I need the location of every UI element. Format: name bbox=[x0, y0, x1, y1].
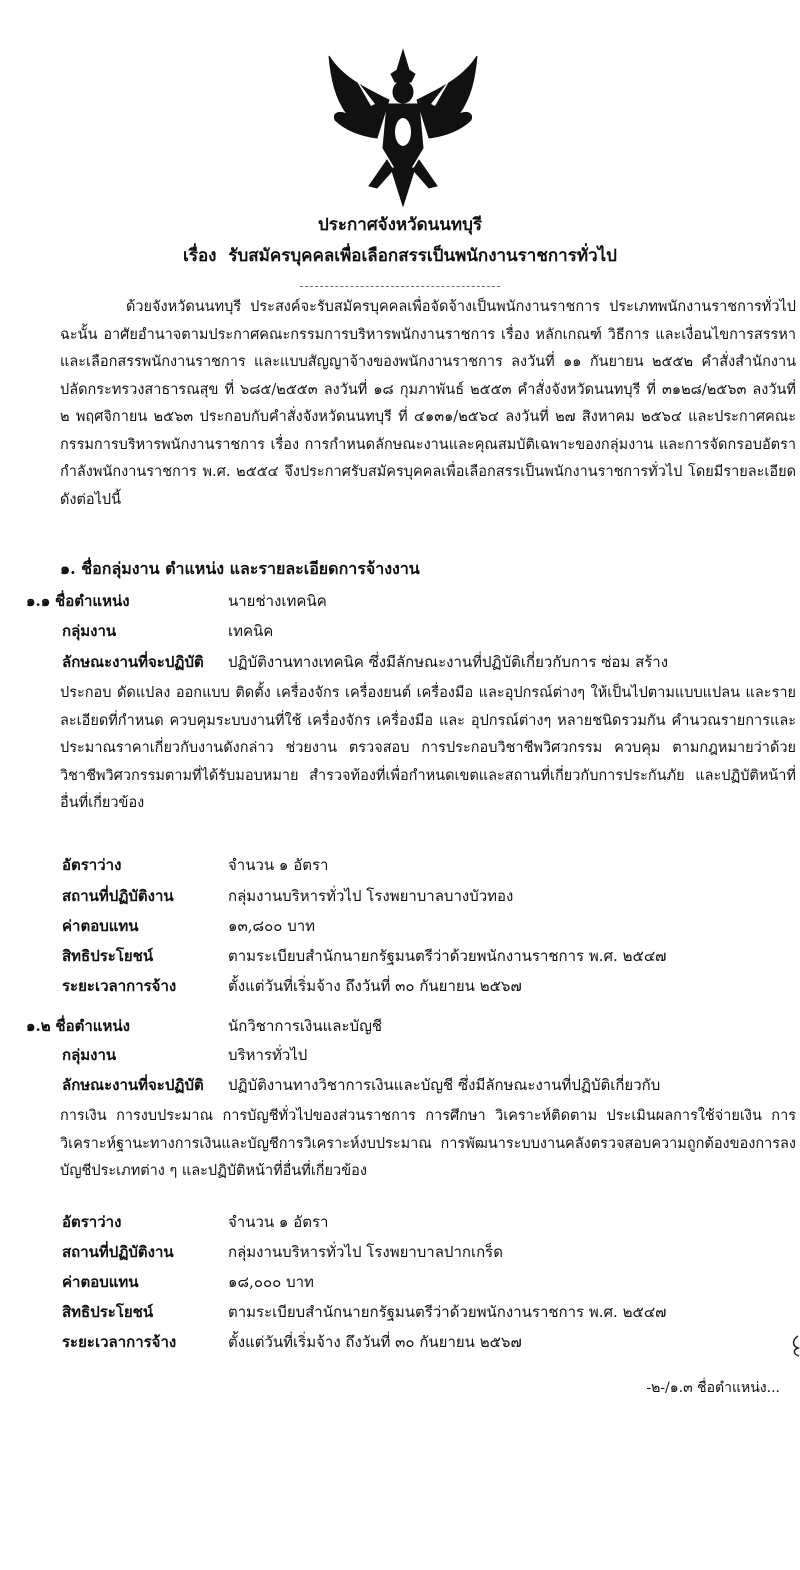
position-1-header bbox=[26, 589, 130, 613]
intro-paragraph: ด้วยจังหวัดนนทบุรี ประสงค์จะรับสมัครบุคคลเพื่อจัดจ้างเป็นพนักงานราชการ ประเภทพนักงานราชการทั่วไป ฉะนั้น อาศัยอำนาจตามประกาศคณะกรรมการบริหารพนักงานราชการ เรื่อง หลักเกณฑ์ วิธีการ และเงื่อนไขการสรรหาและเลือกสรรพนักงานราชการ และแบบสัญญาจ้างของพนักงานราชการ ลงวันที่ ๑๑ กันยายน ๒๕๕๒ คำสั่งสำนักงานปลัดกระทรวงสาธารณสุข ที่ ๖๘๕/๒๕๕๓ ลงวันที่ ๑๘ กุมภาพันธ์ ๒๕๕๓ คำสั่งจังหวัดนนทบุรี ที่ ๓๑๒๘/๒๕๖๓ ลงวันที่ ๒ พฤศจิกายน ๒๕๖๓ ประกอบกับคำสั่งจังหวัดนนทบุรี ที่ ๔๑๓๑/๒๕๖๔ ลงวันที่ ๒๗ สิงหาคม ๒๕๖๔ และประกาศคณะกรรมการบริหารพนักงานราชการ เรื่อง การกำหนดลักษณะงานและคุณสมบัติเฉพาะของกลุ่มงาน และการจัดกรอบอัตรากำลังพนักงานราชการ พ.ศ. ๒๕๕๔ จึงประกาศรับสมัครบุคคลเพื่อเลือกสรรเป็นพนักงานราชการทั่วไป โดยมีรายละเอียดดังต่อไปนี้ bbox=[60, 299, 796, 508]
position-2-period: ตั้งแต่วันที่เริ่มจ้าง ถึงวันที่ ๓๐ กันยายน ๒๕๖๗ bbox=[228, 1333, 522, 1351]
duties-label: ลักษณะงานที่จะปฏิบัติ bbox=[62, 1076, 204, 1094]
garuda-emblem-icon bbox=[325, 48, 481, 208]
issuer-title: ประกาศจังหวัดนนทบุรี bbox=[317, 215, 483, 235]
position-2-title: นักวิชาการเงินและบัญชี bbox=[228, 1017, 383, 1035]
vacancies-label: อัตราว่าง bbox=[62, 856, 122, 874]
benefits-label: สิทธิประโยชน์ bbox=[62, 947, 154, 965]
position-1-period: ตั้งแต่วันที่เริ่มจ้าง ถึงวันที่ ๓๐ กันยายน ๒๕๖๗ bbox=[228, 977, 522, 995]
position-1-title: นายช่างเทคนิค bbox=[228, 592, 327, 610]
position-1-vacancies: จำนวน ๑ อัตรา bbox=[228, 856, 329, 874]
subject-label: เรื่อง bbox=[183, 246, 217, 266]
workplace-label: สถานที่ปฏิบัติงาน bbox=[62, 887, 174, 905]
signature-mark-icon bbox=[790, 1334, 800, 1358]
position-1-benefits: ตามระเบียบสำนักนายกรัฐมนตรีว่าด้วยพนักงานราชการ พ.ศ. ๒๕๔๗ bbox=[228, 947, 667, 965]
benefits-label: สิทธิประโยชน์ bbox=[62, 1303, 154, 1321]
position-label: ชื่อตำแหน่ง bbox=[55, 1017, 130, 1035]
position-1-duties-rest: ประกอบ ดัดแปลง ออกแบบ ติดตั้ง เครื่องจักร เครื่องยนต์ เครื่องมือ และอุปกรณ์ต่างๆ ให้เป็นไปตามแบบแปลน และรายละเอียดที่กำหนด ควบคุมระบบงานที่ใช้ เครื่องจักร เครื่องมือ และ อุปกรณ์ต่างๆ หลายชนิดรวมกัน คำนวณรายการและประมาณราคาเกี่ยวกับงานดังกล่าว ช่วยงาน ตรวจสอบ การประกอบวิชาชีพวิศวกรรม ควบคุม ตามกฎหมายว่าด้วยวิชาชีพวิศวกรรมตามที่ได้รับมอบหมาย สำรวจท้องที่เพื่อกำหนดเขตและสถานที่เกี่ยวกับการประกันภัย และปฏิบัติหน้าที่อื่นที่เกี่ยวข้อง bbox=[60, 685, 796, 811]
position-2-duties-rest: การเงิน การงบประมาณ การบัญชีทั่วไปของส่วนราชการ การศึกษา วิเคราะห์ติดตาม ประเมินผลการใช้จ่ายเงิน การวิเคราะห์ฐานะทางการเงินและบัญชีการวิเคราะห์งบประมาณ การพัฒนาระบบงานคลังตรวจสอบความถูกต้องของการลงบัญชีประเภทต่าง ๆ และปฏิบัติหน้าที่อื่นที่เกี่ยวข้อง bbox=[60, 1108, 796, 1179]
subject-text: รับสมัครบุคคลเพื่อเลือกสรรเป็นพนักงานราชการทั่วไป bbox=[228, 246, 617, 266]
group-label: กลุ่มงาน bbox=[62, 1046, 117, 1064]
period-label: ระยะเวลาการจ้าง bbox=[62, 977, 177, 995]
position-2-duties-first: ปฏิบัติงานทางวิชาการเงินและบัญชี ซึ่งมีลักษณะงานที่ปฏิบัติเกี่ยวกับ bbox=[228, 1076, 661, 1094]
position-2-vacancies: จำนวน ๑ อัตรา bbox=[228, 1213, 329, 1231]
position-2-header bbox=[26, 1014, 130, 1038]
salary-label: ค่าตอบแทน bbox=[62, 1273, 139, 1291]
salary-label: ค่าตอบแทน bbox=[62, 917, 139, 935]
title-divider bbox=[300, 286, 500, 287]
position-number: ๑.๒ bbox=[26, 1017, 51, 1035]
position-label: ชื่อตำแหน่ง bbox=[55, 592, 130, 610]
vacancies-label: อัตราว่าง bbox=[62, 1213, 122, 1231]
position-2-group: บริหารทั่วไป bbox=[228, 1046, 308, 1064]
position-1-duties-first: ปฏิบัติงานทางเทคนิค ซึ่งมีลักษณะงานที่ปฏิบัติเกี่ยวกับการ ซ่อม สร้าง bbox=[228, 653, 669, 671]
section-heading: ๑. ชื่อกลุ่มงาน ตำแหน่ง และรายละเอียดการจ้างงาน bbox=[60, 559, 420, 578]
duties-label: ลักษณะงานที่จะปฏิบัติ bbox=[62, 653, 204, 671]
subject-line bbox=[0, 245, 800, 267]
position-number: ๑.๑ bbox=[26, 592, 51, 610]
page-continuation: -๒-/๑.๓ ชื่อตำแหน่ง... bbox=[646, 1380, 780, 1396]
workplace-label: สถานที่ปฏิบัติงาน bbox=[62, 1243, 174, 1261]
position-1-group: เทคนิค bbox=[228, 622, 274, 640]
position-1-salary: ๑๓,๘๐๐ บาท bbox=[228, 917, 316, 935]
position-2-workplace: กลุ่มงานบริหารทั่วไป โรงพยาบาลปากเกร็ด bbox=[228, 1243, 503, 1261]
period-label: ระยะเวลาการจ้าง bbox=[62, 1333, 177, 1351]
position-2-salary: ๑๘,๐๐๐ บาท bbox=[228, 1273, 314, 1291]
position-2-benefits: ตามระเบียบสำนักนายกรัฐมนตรีว่าด้วยพนักงานราชการ พ.ศ. ๒๕๔๗ bbox=[228, 1303, 667, 1321]
position-1-workplace: กลุ่มงานบริหารทั่วไป โรงพยาบาลบางบัวทอง bbox=[228, 887, 514, 905]
group-label: กลุ่มงาน bbox=[62, 622, 117, 640]
